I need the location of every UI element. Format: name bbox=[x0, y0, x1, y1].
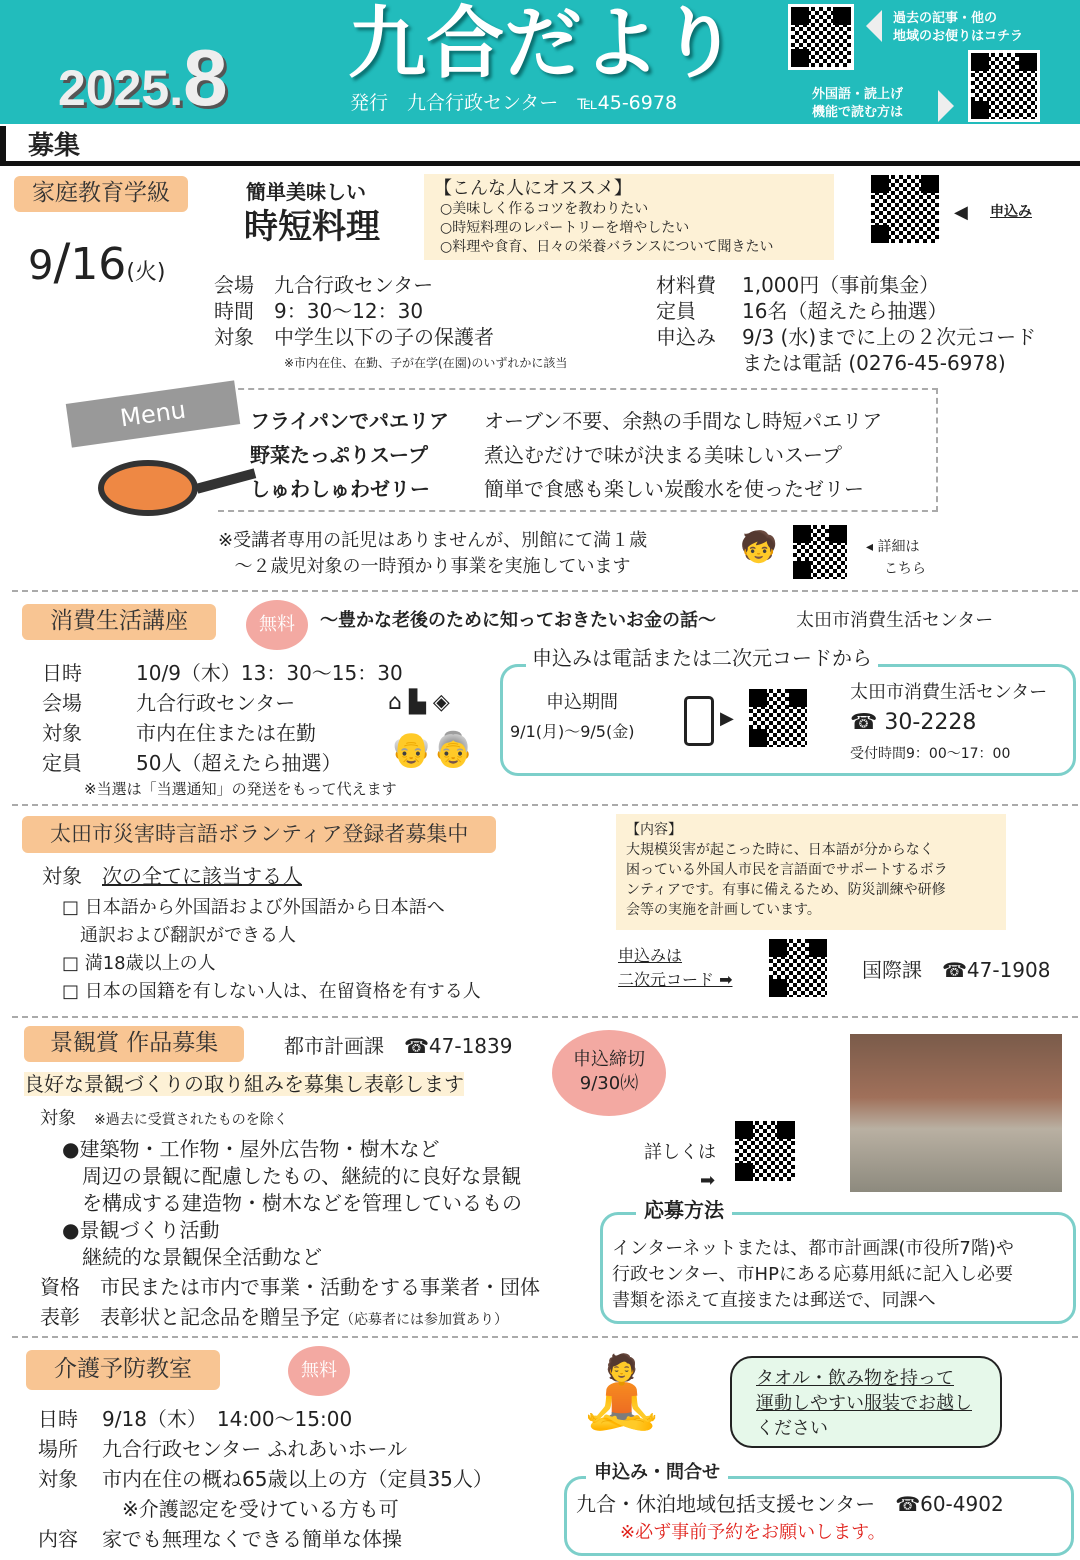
cooking-class-label: 家庭教育学級 bbox=[14, 176, 188, 212]
volunteer-requirements: □ 日本語から外国語および外国語から日本語へ 通訳および翻訳ができる人 □ 満18歳以上の人 □ 日本の国籍を有しない人は、在留資格を有する人 bbox=[62, 897, 481, 1002]
volunteer-dept: 国際課 ☎47-1908 bbox=[862, 958, 1051, 982]
qr-code-foreign-language[interactable] bbox=[968, 50, 1040, 122]
recommend-item: ○美味しく作るコツを教わりたい bbox=[440, 200, 649, 217]
care-contact-title: 申込み・問合せ bbox=[586, 1462, 728, 1484]
consumer-details: 日時 10/9（木）13：30～15：30 会場 九合行政センター 対象 市内在住または在勤 定員 50人（超えたら抽選） bbox=[42, 661, 403, 775]
application-method-title: 応募方法 bbox=[636, 1198, 732, 1222]
deadline-badge: 申込締切 9/30㈫ bbox=[552, 1030, 666, 1116]
volunteer-target: 対象 次の全てに該当する人 bbox=[42, 864, 302, 888]
care-contact-box bbox=[564, 1476, 1074, 1556]
divider bbox=[12, 804, 1078, 806]
qr-code-childcare[interactable] bbox=[790, 522, 850, 582]
center-name: 太田市消費生活センター bbox=[850, 682, 1048, 703]
eligibility-note: ※市内在住、在勤、子が在学(在園)のいずれかに該当 bbox=[284, 356, 568, 370]
landscape-criteria: ●建築物・工作物・屋外広告物・樹木など 周辺の景観に配慮したもの、継続的に良好な景観 を構成する建造物・樹木などを管理しているもの ●景観づくり活動 継続的な景観保全活動など bbox=[62, 1137, 522, 1269]
cooking-title: 時短料理 bbox=[244, 207, 380, 247]
landscape-award-label: 景観賞 作品募集 bbox=[24, 1026, 244, 1062]
divider bbox=[12, 1336, 1078, 1338]
garden-photo bbox=[850, 1034, 1062, 1192]
consumer-org: 太田市消費生活センター bbox=[796, 610, 994, 631]
elderly-couple-icon: 👴👵 bbox=[390, 730, 475, 770]
cooking-details-right: 材料費 1,000円（事前集金） 定員 16名（超えたら抽選） 申込み 9/3 (水)までに上の２次元コード または電話 (0276-45-6978) bbox=[656, 273, 1037, 375]
foreign-language-note: 外国語・読上げ 機能で読む方は bbox=[812, 87, 904, 120]
care-contact: 九合・休泊地域包括支援センター ☎60-4902 bbox=[576, 1492, 1004, 1516]
speech-bubble: タオル・飲み物を持って 運動しやすい服装でお越し ください bbox=[730, 1356, 1002, 1448]
landscape-qualification: 資格 市民または市内で事業・活動をする事業者・団体 表彰 表彰状と記念品を贈呈予定（応募者には参加賞あり） bbox=[40, 1275, 540, 1329]
qr-code-cooking-apply[interactable] bbox=[868, 172, 942, 246]
care-class-label: 介護予防教室 bbox=[26, 1350, 220, 1390]
publisher: 発行 九合行政センター ℡45-6978 bbox=[350, 92, 678, 114]
arrow-left-icon bbox=[866, 10, 882, 42]
period-label: 申込期間 bbox=[546, 692, 618, 713]
lottery-note: ※当選は「当選通知」の発送をもって代えます bbox=[84, 780, 397, 798]
menu-label: Menu bbox=[66, 380, 240, 447]
qr-code-volunteer[interactable] bbox=[766, 936, 830, 1000]
event-date: 9/16(火) bbox=[28, 233, 166, 291]
reservation-note: ※必ず事前予約をお願いします。 bbox=[620, 1522, 886, 1543]
recommend-item: ○時短料理のレパートリーを増やしたい bbox=[440, 219, 690, 236]
arrow-left-icon: ◀ bbox=[954, 202, 968, 223]
volunteer-content-box: 【内容】 大規模災害が起こった時に、日本語が分からなく 困っている外国人市民を言語面でサポートするボラ ンティアです。有事に備えるため、防災訓練や研修 会等の実施を計画しています。 bbox=[616, 814, 1006, 930]
details-label: 詳しくは bbox=[644, 1142, 716, 1163]
cooking-subtitle: 簡単美味しい bbox=[246, 180, 366, 204]
house-money-icon: ⌂ ▙ ◈ bbox=[388, 690, 450, 715]
application-method-text: インターネットまたは、都市計画課(市役所7階)や 行政センター、市HPにある応募用紙に記入し必要 書類を添えて直接または郵送で、同課へ bbox=[612, 1238, 1014, 1311]
divider bbox=[12, 1016, 1078, 1018]
recommend-box bbox=[424, 174, 834, 260]
consumer-headline: ～豊かな老後のために知っておきたいお金の話～ bbox=[320, 610, 716, 631]
smartphone-icon bbox=[684, 696, 714, 746]
divider bbox=[12, 590, 1078, 592]
menu-list: フライパンでパエリア オーブン不要、余熱の手間なし時短パエリア 野菜たっぷりスープ 煮込むだけで味が決まる美味しいスープ しゅわしゅわゼリー 簡単で食感も楽しい炭酸水を使ったゼリー bbox=[250, 409, 883, 501]
exercise-woman-icon: 🧘 bbox=[578, 1351, 666, 1433]
landscape-lead: 良好な景観づくりの取り組みを募集し表彰します bbox=[24, 1072, 464, 1096]
arrow-right-icon bbox=[938, 90, 954, 122]
care-details: 日時 9/18（木） 14:00～15:00 場所 九合行政センター ふれあいホール 対象 市内在住の概ね65歳以上の方（定員35人） ※介護認定を受けている方も可 内容 家でも無理なくできる簡単な体操 bbox=[38, 1407, 493, 1551]
qr-code-landscape[interactable] bbox=[732, 1118, 798, 1184]
center-phone: ☎ 30-2228 bbox=[850, 710, 977, 735]
recommend-item: ○料理や食育、日々の栄養バランスについて聞きたい bbox=[440, 238, 774, 255]
childcare-note: ※受講者専用の託児はありませんが、別館にて満１歳 ～２歳児対象の一時預かり事業を実施しています bbox=[218, 530, 648, 577]
reception-hours: 受付時間9：00～17：00 bbox=[850, 746, 1011, 762]
paella-pan-icon bbox=[98, 460, 198, 516]
free-badge: 無料 bbox=[288, 1346, 350, 1396]
detail-note: ◂ 詳細は こちら bbox=[866, 539, 926, 577]
newsletter-title: 九合だより bbox=[348, 0, 739, 89]
apply-link[interactable]: 申込み bbox=[990, 204, 1032, 220]
section-title: 募集 bbox=[0, 126, 1080, 166]
volunteer-apply-note: 申込みは 二次元コード ➡ bbox=[618, 946, 733, 989]
arrow-right-icon: ▶ bbox=[720, 708, 734, 729]
qr-code-consumer[interactable] bbox=[746, 686, 810, 750]
arrow-right-icon: ➡ bbox=[700, 1170, 716, 1191]
past-articles-note: 過去の記事・他の 地域のお便りはコチラ bbox=[893, 11, 1024, 44]
landscape-target: 対象 ※過去に受賞されたものを除く bbox=[40, 1108, 288, 1129]
cooking-details-left: 会場 九合行政センター 時間 9：30～12：30 対象 中学生以下の子の保護者 bbox=[214, 273, 494, 349]
landscape-dept: 都市計画課 ☎47-1839 bbox=[284, 1034, 513, 1058]
issue-date: 2025.8 bbox=[58, 33, 228, 122]
consumer-apply-title: 申込みは電話または二次元コードから bbox=[526, 646, 878, 670]
free-badge: 無料 bbox=[246, 600, 308, 650]
apply-period: 9/1(月)～9/5(金) bbox=[510, 722, 635, 741]
child-illustration-icon: 🧒 bbox=[740, 530, 778, 565]
consumer-course-label: 消費生活講座 bbox=[22, 604, 216, 640]
recommend-heading: 【こんな人にオススメ】 bbox=[434, 178, 632, 199]
volunteer-label: 太田市災害時言語ボランティア登録者募集中 bbox=[22, 816, 496, 853]
qr-code-past-articles[interactable] bbox=[788, 4, 854, 70]
